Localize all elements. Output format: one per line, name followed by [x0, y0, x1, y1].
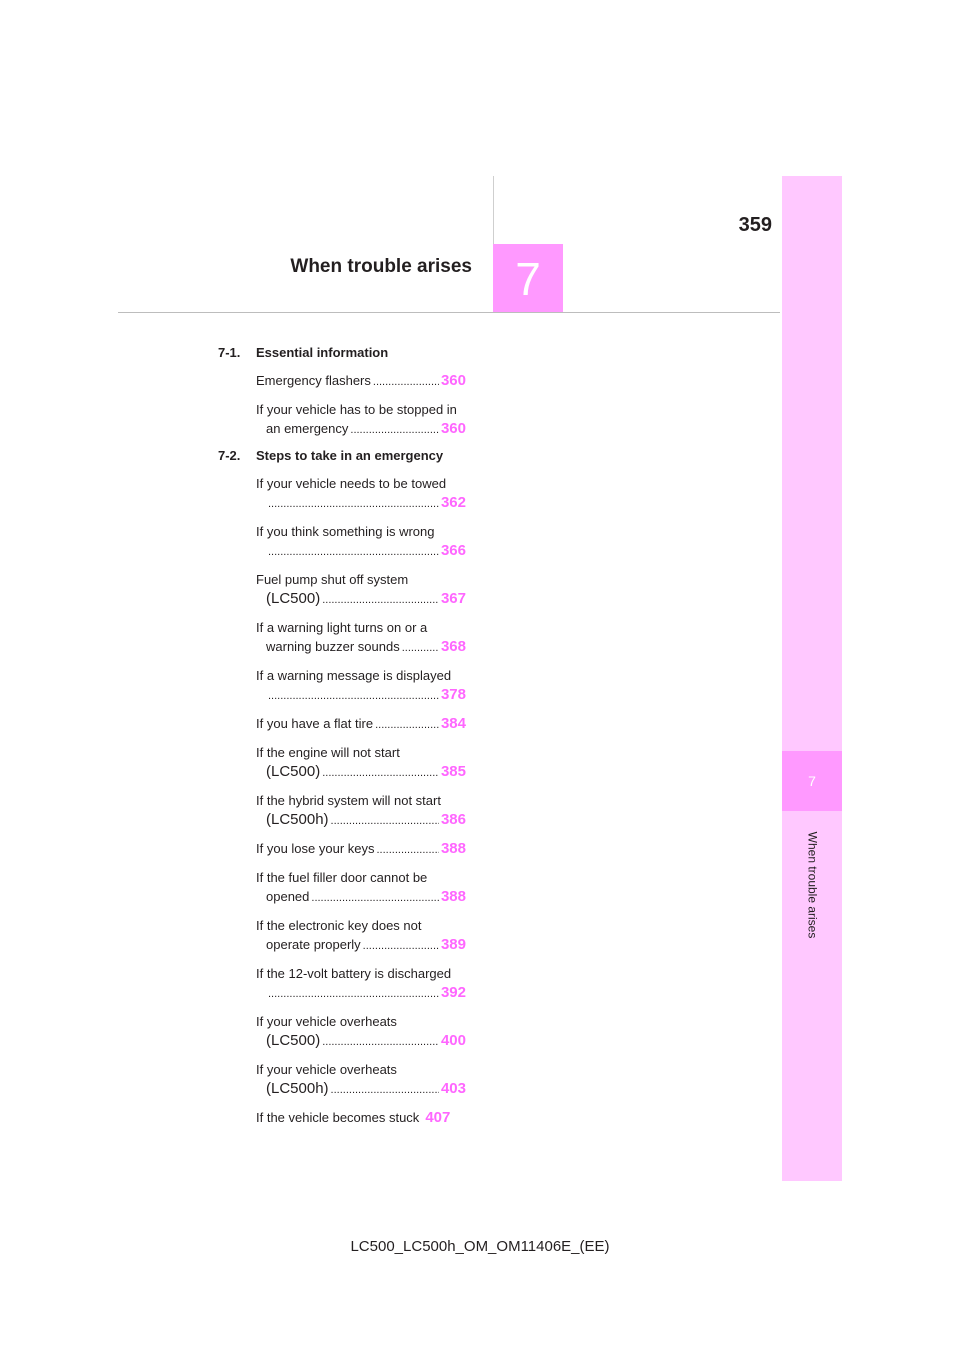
entry-title-cont: an emergency [266, 421, 349, 436]
toc-entry[interactable] [256, 474, 466, 514]
toc-entry[interactable] [256, 666, 466, 706]
toc-entry[interactable] [256, 868, 466, 908]
toc-entry[interactable] [256, 522, 466, 562]
toc-entry[interactable] [256, 743, 466, 783]
entry-page-link[interactable]: 360 [440, 420, 466, 437]
section-title: Steps to take in an emergency [256, 448, 444, 463]
entry-title: If a warning light turns on or a [256, 620, 428, 635]
entry-title-cont: warning buzzer sounds [266, 639, 400, 654]
section-title: Essential information [256, 345, 389, 360]
entry-title: If you lose your keys [256, 841, 375, 856]
entry-page-link[interactable]: 360 [440, 372, 466, 389]
entry-page-link[interactable]: 368 [440, 638, 466, 655]
leader-dots [363, 937, 439, 956]
toc-entry[interactable] [256, 839, 466, 860]
toc-entry[interactable] [256, 371, 466, 392]
entry-title: If the hybrid system will not start [256, 793, 441, 808]
leader-dots [268, 687, 439, 706]
entry-title: If the vehicle becomes stuck [256, 1110, 420, 1125]
leader-dots [350, 421, 439, 440]
entry-title: If the fuel filler door cannot be [256, 870, 428, 885]
side-tab-number: 7 [808, 773, 816, 789]
toc-section-7-1 [200, 345, 472, 367]
entry-page-link[interactable]: 407 [425, 1109, 451, 1126]
entry-title: If the engine will not start [256, 745, 400, 760]
entry-page-link[interactable]: 362 [440, 494, 466, 511]
leader-dots [268, 495, 439, 514]
leader-dots [377, 841, 439, 860]
entry-page-link[interactable]: 366 [440, 542, 466, 559]
entry-page-link[interactable]: 389 [440, 936, 466, 953]
leader-dots [268, 985, 439, 1004]
chapter-number: 7 [515, 252, 541, 305]
toc-section-7-2 [200, 448, 472, 470]
leader-dots [375, 716, 439, 735]
entry-title-cont: (LC500) [266, 1032, 321, 1049]
entry-title: If your vehicle overheats [256, 1014, 397, 1029]
side-tab-label-wrap [782, 820, 842, 950]
side-tab-strip [782, 176, 842, 1181]
entry-page-link[interactable]: 400 [440, 1032, 466, 1049]
header-divider-line [493, 176, 494, 244]
toc-entry[interactable] [256, 964, 466, 1004]
entry-title: If a warning message is displayed [256, 668, 452, 683]
entry-title: If your vehicle needs to be towed [256, 476, 447, 491]
toc-entry[interactable] [256, 1108, 466, 1127]
entry-page-link[interactable]: 384 [440, 715, 466, 732]
header-rule [118, 312, 780, 313]
side-tab-label: When trouble arises [805, 831, 819, 939]
leader-dots [322, 1033, 439, 1052]
entry-title-cont: (LC500) [266, 763, 321, 780]
leader-dots [322, 764, 439, 783]
entry-page-link[interactable]: 388 [440, 840, 466, 857]
page-number: 359 [738, 214, 772, 236]
entry-title: If you think something is wrong [256, 524, 435, 539]
entry-page-link[interactable]: 367 [440, 590, 466, 607]
leader-dots [373, 373, 439, 392]
entry-title: Emergency flashers [256, 373, 371, 388]
entry-page-link[interactable]: 403 [440, 1080, 466, 1097]
toc-entry[interactable] [256, 618, 466, 658]
entry-page-link[interactable]: 385 [440, 763, 466, 780]
entry-title-cont: (LC500h) [266, 1080, 329, 1097]
section-number: 7-1. [218, 345, 241, 360]
leader-dots [331, 812, 439, 831]
table-of-contents [200, 345, 472, 1135]
entry-title-cont: operate properly [266, 937, 361, 952]
entry-title-cont: (LC500h) [266, 811, 329, 828]
entry-page-link[interactable]: 378 [440, 686, 466, 703]
toc-entry[interactable] [256, 791, 466, 831]
leader-dots [322, 591, 439, 610]
entry-title: If the 12-volt battery is discharged [256, 966, 452, 981]
entry-page-link[interactable]: 392 [440, 984, 466, 1001]
entry-title-cont: opened [266, 889, 310, 904]
section-number: 7-2. [218, 448, 241, 463]
entry-page-link[interactable]: 388 [440, 888, 466, 905]
toc-entry[interactable] [256, 1012, 466, 1052]
chapter-title: When trouble arises [290, 256, 472, 277]
toc-entry[interactable] [256, 714, 466, 735]
side-tab-chapter[interactable] [782, 751, 842, 811]
entry-title: If you have a flat tire [256, 716, 374, 731]
leader-dots [311, 889, 439, 908]
leader-dots [331, 1081, 439, 1100]
toc-entry[interactable] [256, 400, 466, 440]
entry-title: Fuel pump shut off system [256, 572, 409, 587]
entry-title: If your vehicle has to be stopped in [256, 402, 457, 417]
entry-title: If the electronic key does not [256, 918, 422, 933]
toc-entry[interactable] [256, 1060, 466, 1100]
document-code-footer: LC500_LC500h_OM_OM11406E_(EE) [350, 1238, 610, 1255]
toc-entry[interactable] [256, 570, 466, 610]
leader-dots [268, 543, 439, 562]
entry-title-cont: (LC500) [266, 590, 321, 607]
toc-entry[interactable] [256, 916, 466, 956]
chapter-number-box [493, 244, 563, 313]
leader-dots [402, 639, 439, 658]
entry-title: If your vehicle overheats [256, 1062, 397, 1077]
entry-page-link[interactable]: 386 [440, 811, 466, 828]
